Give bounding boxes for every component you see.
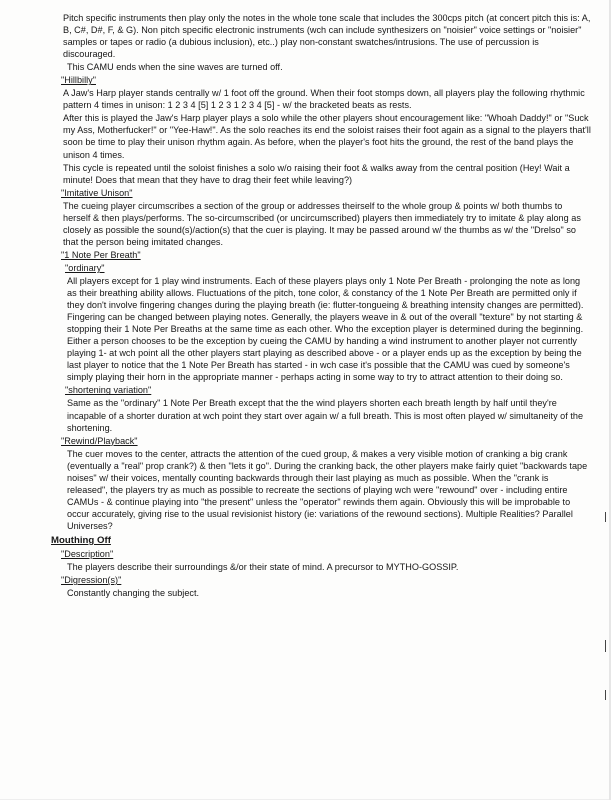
scan-edge-mark — [605, 512, 606, 522]
heading-mouthing-off: Mouthing Off — [51, 534, 111, 546]
heading-rewind-playback: "Rewind/Playback" — [61, 435, 138, 446]
paragraph-description: The players describe their surroundings &/or their state of mind. A precursor to MYTHO-GOSSIP. — [67, 562, 459, 573]
heading-shortening-variation: "shortening variation" — [65, 385, 152, 396]
document-body — [51, 12, 591, 599]
paragraph-ordinary: All players except for 1 play wind instruments. Each of these players plays only 1 Note Per Breath - prolonging the note as long as their breathing ability allows. Fluctuations of the pitch, tone color, & constancy of the 1 Note Per Breath are permitted only if they don't involve fingering changes during the playing breath (ie: flutter-tongueing & breathing intensity changes are permitted). Fingering can be changed between playing notes. Generally, the players weave in & out of the overall "texture" by not starting & stopping their 1 Note Per Breaths at the same time as each other. Who the exception player is determined during the beginning. Either a person chooses to be the exception by cueing the CAMU by handing a wind instrument to another player not currently playing 1- at wch point all the other players start playing as described above - or a player ends up as the exception by being the last player to notice that the 1 Note Per Breath has started - in wch case it's possible that the CAMU was cued by someone's simply playing their horn in the appropriate manner - perhaps acting in some way to try to attract attention to their doing so. — [67, 275, 584, 383]
paragraph-camu-ends: This CAMU ends when the sine waves are turned off. — [67, 62, 283, 73]
paragraph-rewind: The cuer moves to the center, attracts the attention of the cued group, & makes a very visible motion of cranking a big crank (eventually a "real" prop crank?) & then "lets it go". During the cranking back, the other players make fairly quiet "backwards tape noises" w/ their voices, mentally counting backwards through their last playing as much as possible. When the "crank is released", the players try as much as possible to recreate the sections of playing wch were "rewound" over - including entire CAMUs - & continue playing into "the present" unless the "operator" rewinds them again. Obviously this will be improbable to occur accurately, giving rise to the usual revisionist history (ie: variations of the rewound sections). Multiple Realities? Parallel Universes? — [67, 448, 588, 531]
paragraph-digressions: Constantly changing the subject. — [67, 588, 200, 599]
paragraph-cycle: This cycle is repeated until the soloist finishes a solo w/o raising their foot & walks away from the central position (Hey! Wait a minute! Does that mean that they have to drag their feet while leaving?) — [63, 162, 570, 185]
paragraph-jaws-harp: A Jaw's Harp player stands centrally w/ 1 foot off the ground. When their foot stomps down, all players play the following rhythmic pattern 4 times in unison: 1 2 3 4 [5] 1 2 3 1 2 3 4 [5] - w/ the bracketed beats as rests. — [63, 88, 585, 111]
heading-digressions: "Digression(s)" — [61, 575, 122, 586]
scan-edge-mark — [605, 690, 606, 700]
paragraph-cueing-player: The cueing player circumscribes a section of the group or addresses theirself to the whole group & points w/ both thumbs to herself & then plays/performs. The so-circumscribed (or uncircumscribed) players then immediately try to imitate & play along as closely as possible the sound(s)/action(s) that the cuer is playing. It may be passed around w/ the thumbs as w/ the "Drelso" so that the person being imitated changes. — [63, 200, 581, 247]
scan-edge-mark — [605, 640, 606, 652]
heading-ordinary: "ordinary" — [65, 262, 105, 273]
heading-one-note-per-breath: "1 Note Per Breath" — [61, 249, 141, 260]
paragraph-solo: After this is played the Jaw's Harp player plays a solo while the other players shout encouragement like: "Whoah Daddy!" or "Suck my Ass, Motherfucker!" or "Yee-Haw!". As the solo reaches its end the soloist raises their foot again as a signal to the players that'll soon be time to play their unison rhythm again. As before, when the player's foot hits the ground, the rest of the band plays the unison 4 times. — [63, 113, 591, 160]
heading-description: "Description" — [61, 549, 114, 560]
paragraph-shortening: Same as the "ordinary" 1 Note Per Breath except that the the wind players shorten each breath length by half until they're incapable of a shorter duration at wch point they start over again w/ a full breath. This is most often played w/ simultaneity of the shortening. — [67, 398, 584, 433]
heading-hillbilly: "Hillbilly" — [61, 75, 96, 86]
heading-imitative-unison: "Imitative Unison" — [61, 187, 133, 198]
paragraph-pitch-specific: Pitch specific instruments then play only the notes in the whole tone scale that includes the 300cps pitch (at concert pitch this is: A, B, C#, D#, F, & G). Non pitch specific electronic instruments (wch can include synthesizers on "noisier" voice settings or "noisier" samples or tapes or radio (a dubious inclusion), etc..) play non-constant swatches/intrusions. The use of percussion is discouraged. — [63, 13, 591, 60]
